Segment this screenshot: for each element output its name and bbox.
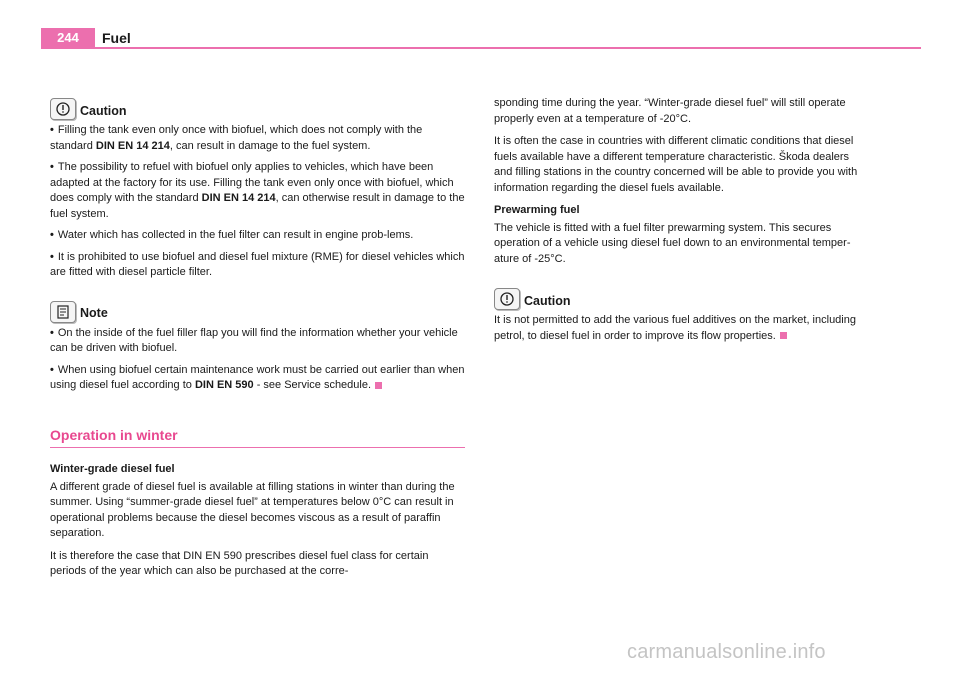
bullet-icon: • <box>50 229 54 241</box>
item-text: Filling the tank even only once with biofuel, which does not comply with the standard <box>50 124 423 152</box>
header-rule <box>41 47 921 49</box>
item-text: The possibility to refuel with biofuel only applies to vehicles, which have been adapted at the factory for its use. Filling the tank even only once with biofuel, which does comply with the standard <box>50 161 454 204</box>
item-text-tail: , can otherwise result in damage to the fuel system. <box>50 192 465 220</box>
note-item <box>50 363 465 394</box>
right-paragraph-3: The vehicle is fitted with a fuel filter prewarming system. This secures operation of a vehicle using diesel fuel down to an environmental temper-ature of -25°C. <box>494 221 851 265</box>
winter-paragraph-1: A different grade of diesel fuel is available at filling stations in winter than during the summer. Using “summer-grade diesel fuel” at temperatures below 0°C can result in operational problems because the diesel becomes viscous as a result of paraffin separation. <box>50 480 455 539</box>
standard-reference: DIN EN 14 214 <box>201 192 276 204</box>
caution-icon <box>50 98 76 120</box>
item-text: When using biofuel certain maintenance work must be carried out earlier than when using diesel fuel according to <box>50 363 465 391</box>
winter-paragraph-2: It is therefore the case that DIN EN 590 prescribes diesel fuel class for certain periods of the year which can also be purchased at the corre- <box>50 549 429 577</box>
watermark: carmanualsonline.info <box>627 641 826 663</box>
item-text: On the inside of the fuel filler flap you will find the information whether your vehicle can be driven with biofuel. <box>50 326 458 354</box>
caution-label-right: Caution <box>524 293 571 308</box>
right-paragraph-1: sponding time during the year. “Winter-grade diesel fuel” will still operate properly even at a temperature of -20°C. <box>494 97 846 125</box>
caution-heading-right <box>494 288 866 310</box>
sub-heading-prewarming: Prewarming fuel <box>494 204 580 216</box>
section-heading: Operation in winter <box>50 428 465 449</box>
item-text-tail: , can result in damage to the fuel system. <box>169 139 371 152</box>
page-header <box>0 0 960 50</box>
item-text: Water which has collected in the fuel filter can result in engine prob-lems. <box>57 229 414 241</box>
bullet-icon: • <box>50 363 54 376</box>
standard-reference: DIN EN 14 214 <box>95 139 170 152</box>
end-mark-icon <box>780 332 787 339</box>
bullet-icon: • <box>50 326 54 339</box>
standard-reference: DIN EN 590 <box>194 379 254 391</box>
end-mark-icon <box>375 382 382 389</box>
right-column <box>494 96 866 351</box>
right-caution-text: It is not permitted to add the various fuel additives on the market, including petrol, to diesel fuel in order to improve its flow properties. <box>494 314 856 342</box>
caution-item <box>50 123 465 154</box>
caution-icon <box>494 288 520 310</box>
item-text-tail: - see Service schedule. <box>253 379 372 391</box>
caution-item <box>50 250 465 281</box>
note-heading <box>50 301 465 323</box>
note-label: Note <box>80 306 108 320</box>
caution-label: Caution <box>80 103 127 118</box>
bullet-icon: • <box>50 161 54 173</box>
left-column <box>50 98 465 587</box>
caution-item <box>50 228 465 244</box>
note-icon <box>50 301 76 323</box>
note-list <box>50 326 465 394</box>
item-text: It is prohibited to use biofuel and diesel fuel mixture (RME) for diesel vehicles which are fitted with diesel particle filter. <box>50 250 465 278</box>
note-item <box>50 326 465 357</box>
page-title: Fuel <box>102 30 131 46</box>
caution-item <box>50 160 465 222</box>
right-paragraph-2: It is often the case in countries with different climatic conditions that diesel fuels available have a different temperature characteristic. Škoda dealers and filling stations in the country concerned will be able to provide you with information regarding the diesel fuels available. <box>494 135 858 194</box>
page-number: 244 <box>41 28 95 48</box>
sub-heading-winter: Winter-grade diesel fuel <box>50 463 175 475</box>
caution-list <box>50 123 465 281</box>
caution-heading <box>50 98 465 120</box>
bullet-icon: • <box>50 124 54 136</box>
bullet-icon: • <box>50 250 54 263</box>
